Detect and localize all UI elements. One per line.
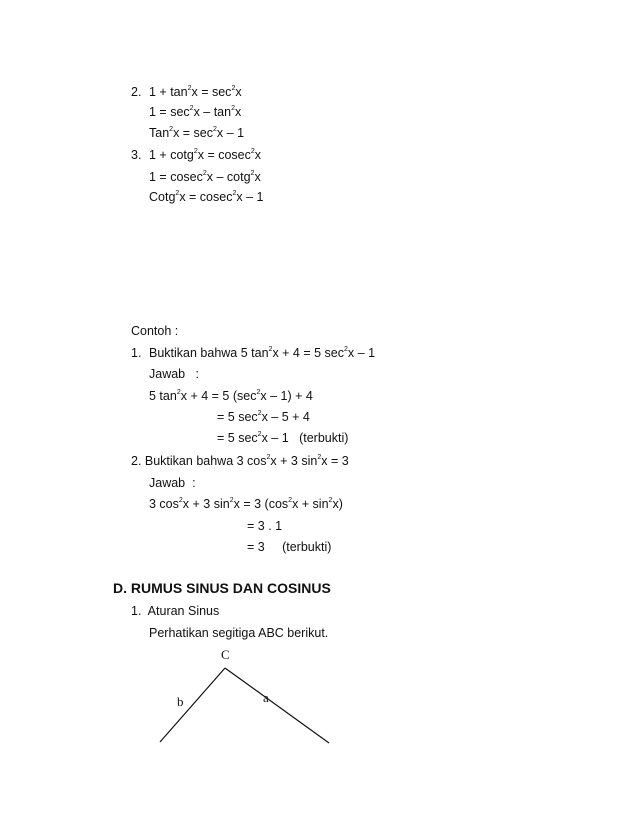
- identity-2-line-1: $1 + \tan^2x = \sec^2x$: [149, 85, 242, 99]
- identity-3-line-1: 1 + cotg$^2$x = cosec$^2$x: [149, 148, 262, 162]
- sub-heading-text: Perhatikan segitiga ABC berikut.: [149, 626, 329, 640]
- triangle-side-b: [160, 668, 225, 742]
- identity-3-num: 3.: [131, 148, 142, 162]
- example-1-step-3: = 5 $\sec^2x - 1$ (terbukti): [217, 431, 349, 445]
- section-heading: D. RUMUS SINUS DAN COSINUS: [113, 580, 331, 596]
- side-label-b: b: [177, 694, 184, 709]
- example-2-step-2: = 3 . 1: [247, 519, 283, 533]
- example-1-jawab: Jawab :: [149, 367, 200, 381]
- identity-2-line-3: $Tan^2x = \sec^2x - 1$: [149, 126, 245, 140]
- example-2-step-1: 3 $\cos^2x + 3$ $\sin^2x = 3$ $(\cos^2x + \sin^2x)$: [149, 497, 343, 511]
- example-2-jawab: Jawab :: [149, 476, 196, 490]
- example-1-step-2: = 5 $\sec^2x - 5 + 4$: [217, 410, 310, 424]
- example-1-num: 1.: [131, 346, 142, 360]
- example-2-question: 2. Buktikan bahwa 3 $\cos^2x + 3$ $\sin^2x = 3$: [131, 454, 349, 468]
- identity-2-num: 2.: [131, 85, 142, 99]
- triangle-side-a: [225, 668, 329, 743]
- example-1-question: Buktikan bahwa 5 $\tan^2x + 4 = 5$ $\sec^2x - 1$: [149, 346, 376, 360]
- side-label-a: a: [263, 690, 269, 705]
- sub-heading-aturan-sinus: 1. Aturan Sinus: [131, 604, 220, 618]
- example-1-step-1: 5 $\tan^2x + 4 = 5$ $(\sec^2x - 1) + 4$: [149, 389, 313, 403]
- contoh-title: Contoh :: [131, 324, 179, 338]
- vertex-label-c: C: [221, 647, 230, 662]
- identity-3-line-3: Cotg$^2$x = cosec$^2$x – 1: [149, 190, 264, 204]
- identity-2-line-2: $1 = \sec^2x - \tan^2x$: [149, 105, 242, 119]
- identity-3-line-2: 1 = cosec$^2$x – cotg$^2$x: [149, 170, 261, 184]
- example-2-step-3: = 3 (terbukti): [247, 540, 332, 554]
